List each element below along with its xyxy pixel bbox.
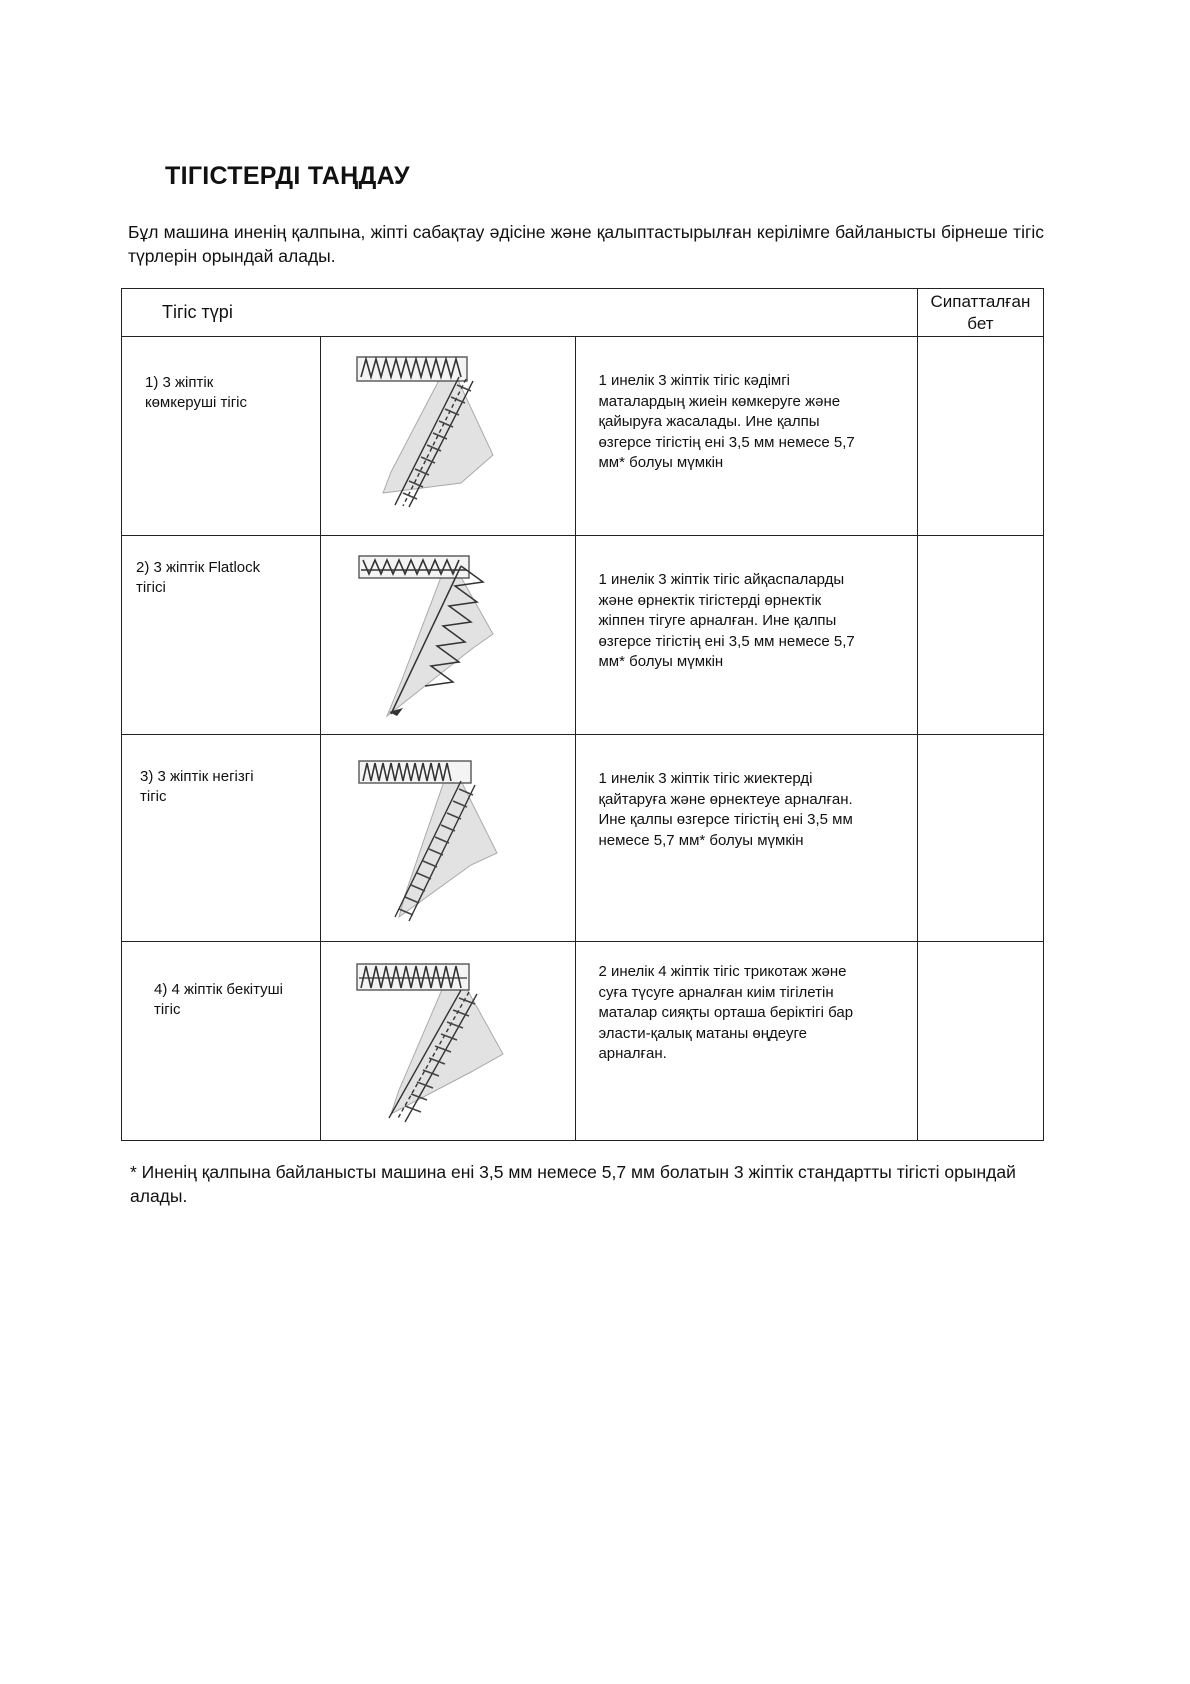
described-page-cell <box>917 735 1043 942</box>
stitch-description-cell <box>576 735 917 942</box>
footnote: * Иненің қалпына байланысты машина ені 3,5 мм немесе 5,7 мм болатын 3 жіптік стандартты тігісті орындай алады. <box>130 1162 1016 1206</box>
page-title: ТІГІСТЕРДІ ТАҢДАУ <box>165 162 410 190</box>
stitch-image-cell <box>321 337 576 536</box>
stitch-description: 1 инелік 3 жіптік тігіс кәдімгі маталардың жиеін көмкеруге және қайыруға жасалады. Ине қалпы өзгерсе тігістің ені 3,5 мм немесе 5,7 мм* болуы мүмкін <box>598 372 855 471</box>
basic-stitch-illustration <box>321 735 575 941</box>
stitch-name-cell <box>122 536 321 735</box>
stitch-name: 4) 4 жіптік бекітуші тігіс <box>154 981 284 1018</box>
stitch-description-cell <box>576 536 917 735</box>
stitch-name-cell <box>122 942 321 1141</box>
stitch-name-cell <box>122 735 321 942</box>
header-described-page: Сипатталған бет <box>917 289 1043 337</box>
table-row <box>122 337 1044 536</box>
stitch-image-cell <box>321 942 576 1141</box>
stitch-name: 2) 3 жіптік Flatlock тігісі <box>136 559 261 596</box>
stitch-name: 3) 3 жіптік негізгі тігіс <box>140 768 254 805</box>
table-row <box>122 942 1044 1141</box>
stitch-description: 1 инелік 3 жіптік тігіс жиектерді қайтаруға және өрнектеуе арналған. Ине қалпы өзгерсе тігістің ені 3,5 мм немесе 5,7 мм* болуы мүмкін <box>598 770 853 849</box>
stitch-table <box>121 288 1044 1141</box>
stitch-image-cell <box>321 735 576 942</box>
flatlock-stitch-illustration <box>321 536 575 734</box>
described-page-cell <box>917 536 1043 735</box>
safety-stitch-illustration <box>321 942 575 1140</box>
stitch-description-cell <box>576 942 917 1141</box>
stitch-image-cell <box>321 536 576 735</box>
stitch-name: 1) 3 жіптік көмкеруші тігіс <box>145 374 248 411</box>
stitch-description-cell <box>576 337 917 536</box>
header-stitch-type: Тігіс түрі <box>122 289 918 337</box>
table-row <box>122 536 1044 735</box>
described-page-cell <box>917 337 1043 536</box>
overlock-stitch-illustration <box>321 337 575 535</box>
stitch-name-cell <box>122 337 321 536</box>
stitch-description: 1 инелік 3 жіптік тігіс айқаспаларды және өрнектік тігістерді өрнектік жіппен тігуге арналған. Ине қалпы өзгерсе тігістің ені 3,5 мм немесе 5,7 мм* болуы мүмкін <box>598 571 855 670</box>
described-page-cell <box>917 942 1043 1141</box>
table-row <box>122 735 1044 942</box>
stitch-description: 2 инелік 4 жіптік тігіс трикотаж және суға түсуге арналған киім тігілетін маталар сияқты орташа беріктігі бар эласти-қалық матаны өңдеуге арналған. <box>598 963 854 1062</box>
table-header-row <box>122 289 1044 337</box>
intro-paragraph: Бұл машина иненің қалпына, жіпті сабақтау әдісіне және қалыптастырылған керілімге байланысты бірнеше тігіс түрлерін орындай алады. <box>128 222 1044 266</box>
